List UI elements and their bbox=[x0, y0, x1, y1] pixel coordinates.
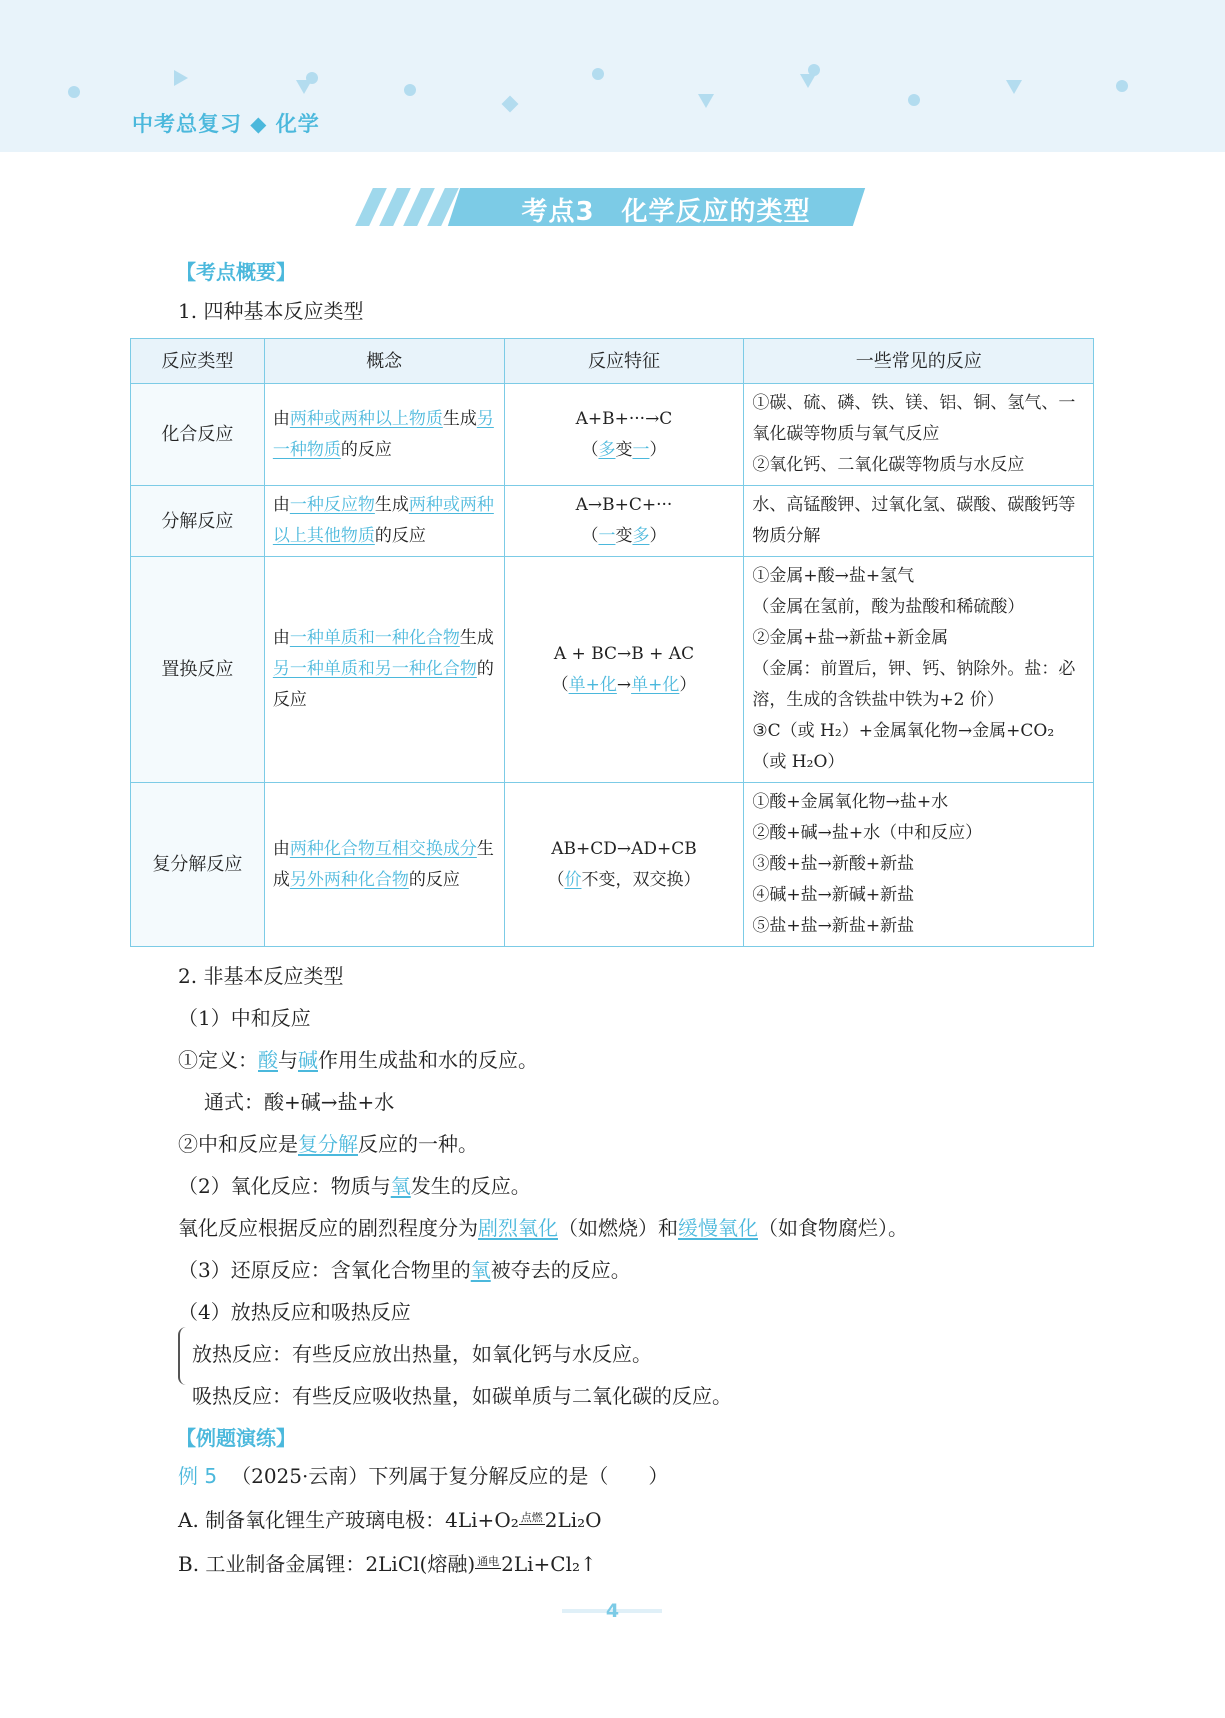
decor-dot bbox=[68, 86, 80, 98]
table-row bbox=[131, 783, 1094, 947]
oxidation-detail: 氧化反应根据反应的剧烈程度分为剧烈氧化（如燃烧）和缓慢氧化（如食物腐烂）。 bbox=[178, 1216, 908, 1240]
concept-text: 生成 bbox=[442, 408, 477, 429]
concept-blank: 另外两种化合物 bbox=[289, 869, 409, 890]
decor-dot bbox=[306, 72, 318, 84]
concept-text: 的反应 bbox=[340, 439, 392, 460]
concept-cell bbox=[264, 557, 504, 783]
table-row bbox=[131, 486, 1094, 557]
table-header-row bbox=[131, 339, 1094, 384]
concept-cell bbox=[264, 783, 504, 947]
decor-triangle bbox=[174, 70, 188, 86]
concept-text: 由 bbox=[272, 628, 290, 648]
neutralization-note: ②中和反应是复分解反应的一种。 bbox=[178, 1132, 478, 1156]
decor-triangle bbox=[800, 74, 816, 88]
reaction-type: 复分解反应 bbox=[131, 783, 265, 947]
option-a: A. 制备氧化锂生产玻璃电极：4Li+O₂ 点燃 2Li₂O bbox=[178, 1508, 602, 1532]
reduction-line: （3）还原反应：含氧化合物里的氧被夺去的反应。 bbox=[178, 1258, 631, 1282]
common-line: ②酸+碱→盐+水（中和反应） bbox=[752, 823, 983, 843]
option-b: B. 工业制备金属锂：2LiCl(熔融) 通电 2Li+Cl₂↑ bbox=[178, 1552, 597, 1576]
examples-heading: 【例题演练】 bbox=[176, 1426, 296, 1450]
table-row bbox=[131, 557, 1094, 783]
concept-text: 生成 bbox=[374, 495, 409, 515]
concept-blank: 另一种单质和另一种化合物 bbox=[272, 659, 477, 679]
common-line: ④碱+盐→新碱+新盐 bbox=[752, 885, 915, 905]
page-number bbox=[560, 1600, 665, 1620]
feature-cell bbox=[504, 486, 744, 557]
feature-note: （多变一） bbox=[581, 439, 667, 460]
overview-heading: 【考点概要】 bbox=[176, 260, 296, 284]
decor-diamond bbox=[502, 96, 519, 113]
feature-equation: A+B+···→C bbox=[575, 408, 673, 429]
common-line: （金属：前置后，钾、钙、钠除外。盐：必溶，生成的含铁盐中铁为+2 价） bbox=[752, 659, 1076, 710]
concept-cell bbox=[264, 384, 504, 486]
decor-triangle bbox=[698, 94, 714, 108]
concept-text: 的反应 bbox=[374, 526, 426, 546]
topic-title: 考点3 化学反应的类型 bbox=[521, 197, 811, 227]
reaction-type: 置换反应 bbox=[131, 557, 265, 783]
reaction-types-table bbox=[130, 338, 1094, 947]
reaction-type: 化合反应 bbox=[131, 384, 265, 486]
concept-cell bbox=[264, 486, 504, 557]
feature-equation: A→B+C+··· bbox=[575, 495, 673, 515]
feature-equation: AB+CD→AD+CB bbox=[551, 838, 697, 859]
concept-text: 的反应 bbox=[272, 659, 494, 710]
feature-note: （价不变，双交换） bbox=[547, 869, 701, 890]
reaction-condition: 通电 bbox=[477, 1555, 500, 1568]
feature-cell bbox=[504, 384, 744, 486]
common-cell bbox=[744, 783, 1094, 947]
col-header: 反应类型 bbox=[131, 339, 265, 384]
common-line: ⑤盐+盐→新盐+新盐 bbox=[752, 916, 915, 936]
concept-blank: 另一种物质 bbox=[272, 408, 494, 460]
common-line: ①碳、硫、磷、铁、镁、铝、铜、氢气、一氧化碳等物质与氧气反应 bbox=[752, 393, 1076, 444]
topic-banner bbox=[356, 188, 871, 226]
common-line: ③酸+盐→新酸+新盐 bbox=[752, 854, 915, 874]
oxidation-title: （2）氧化反应：物质与氧发生的反应。 bbox=[178, 1174, 531, 1198]
common-line: ②金属+盐→新盐+新金属 bbox=[752, 628, 949, 648]
feature-cell bbox=[504, 557, 744, 783]
neutralization-definition: ①定义：酸与碱作用生成盐和水的反应。 bbox=[178, 1048, 538, 1072]
decor-dot bbox=[592, 68, 604, 80]
feature-cell bbox=[504, 783, 744, 947]
concept-text: 生成 bbox=[459, 628, 494, 648]
page-number-text: 4 bbox=[605, 1600, 620, 1622]
neutralization-title: （1）中和反应 bbox=[178, 1006, 311, 1030]
concept-text: 由 bbox=[272, 495, 290, 515]
concept-text: 生成 bbox=[272, 838, 494, 890]
common-line: 水、高锰酸钾、过氧化氢、碳酸、碳酸钙等物质分解 bbox=[752, 495, 1076, 546]
page-header bbox=[0, 0, 1225, 152]
example-question: （2025·云南）下列属于复分解反应的是（ ） bbox=[231, 1464, 669, 1488]
col-header: 反应特征 bbox=[504, 339, 744, 384]
common-line: ③C（或 H₂）+金属氧化物→金属+CO₂（或 H₂O） bbox=[752, 721, 1055, 772]
col-header: 概念 bbox=[264, 339, 504, 384]
feature-note: （单+化→单+化） bbox=[551, 674, 697, 695]
reaction-type: 分解反应 bbox=[131, 486, 265, 557]
concept-blank: 一种单质和一种化合物 bbox=[289, 628, 460, 648]
item-2-title: 2. 非基本反应类型 bbox=[178, 964, 344, 988]
decor-dot bbox=[404, 84, 416, 96]
example-label: 例 5 bbox=[178, 1464, 218, 1488]
concept-blank: 两种或两种以上物质 bbox=[289, 408, 443, 429]
exothermic-line: 放热反应：有些反应放出热量，如氧化钙与水反应。 bbox=[192, 1342, 652, 1366]
common-cell bbox=[744, 557, 1094, 783]
concept-text: 由 bbox=[272, 838, 290, 859]
common-line: ②氧化钙、二氧化碳等物质与水反应 bbox=[752, 455, 1025, 475]
feature-equation: A + BC→B + AC bbox=[553, 643, 695, 664]
common-line: （金属在氢前，酸为盐酸和稀硫酸） bbox=[752, 597, 1025, 617]
concept-blank: 两种或两种以上其他物质 bbox=[272, 495, 494, 546]
item-1-title: 1. 四种基本反应类型 bbox=[178, 299, 364, 323]
reaction-condition: 点燃 bbox=[520, 1511, 543, 1524]
decor-triangle bbox=[1006, 80, 1022, 94]
common-line: ①酸+金属氧化物→盐+水 bbox=[752, 792, 949, 812]
concept-blank: 一种反应物 bbox=[289, 495, 375, 515]
common-line: ①金属+酸→盐+氢气 bbox=[752, 566, 915, 586]
brace bbox=[178, 1327, 190, 1385]
book-brand: 中考总复习 ◆ 化学 bbox=[132, 112, 320, 136]
table-row bbox=[131, 384, 1094, 486]
endothermic-line: 吸热反应：有些反应吸收热量，如碳单质与二氧化碳的反应。 bbox=[192, 1384, 732, 1408]
decor-dot bbox=[908, 94, 920, 106]
concept-text: 由 bbox=[272, 408, 290, 429]
neutralization-formula: 通式：酸+碱→盐+水 bbox=[204, 1090, 395, 1114]
feature-note: （一变多） bbox=[581, 526, 667, 546]
concept-text: 的反应 bbox=[408, 869, 460, 890]
heat-title: （4）放热反应和吸热反应 bbox=[178, 1300, 411, 1324]
col-header: 一些常见的反应 bbox=[744, 339, 1094, 384]
example-5 bbox=[178, 1462, 668, 1490]
decor-dot bbox=[1116, 80, 1128, 92]
concept-blank: 两种化合物互相交换成分 bbox=[289, 838, 477, 859]
common-cell bbox=[744, 486, 1094, 557]
common-cell bbox=[744, 384, 1094, 486]
